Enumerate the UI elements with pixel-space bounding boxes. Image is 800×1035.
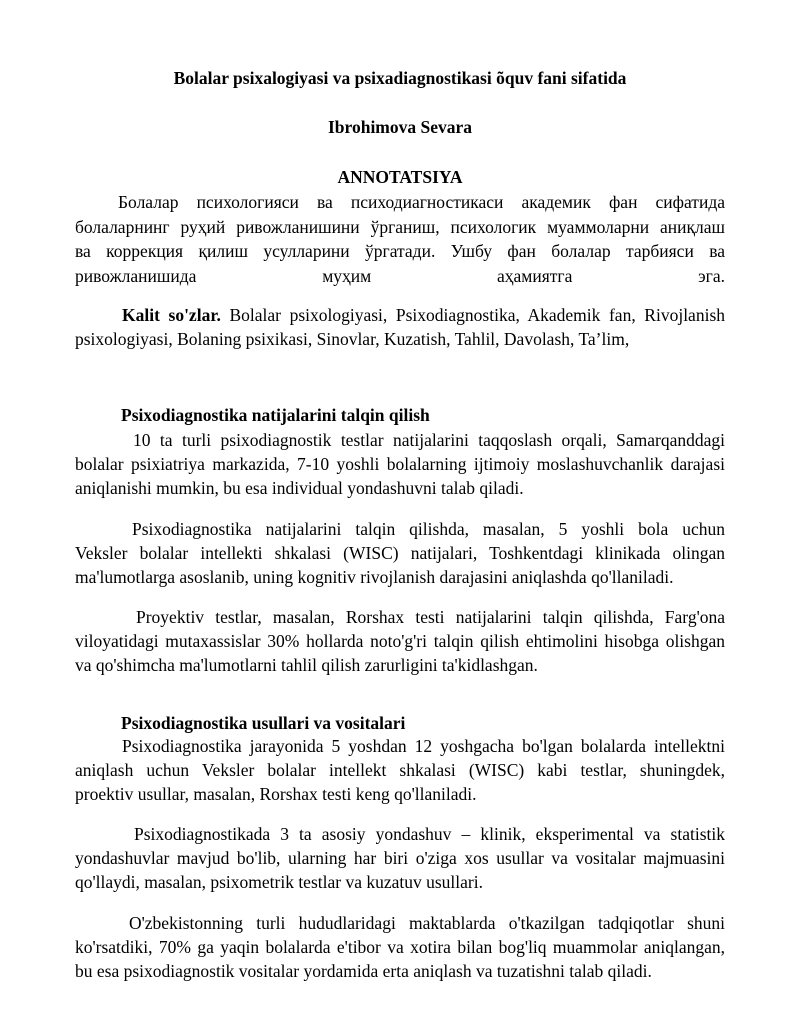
paragraph-line: proektiv usullar, masalan, Rorshax testi keng qo'llaniladi.: [75, 784, 477, 804]
keywords-line: [122, 304, 725, 326]
paragraph-line: Psixodiagnostika jarayonida 5 yoshdan 12 yoshgacha bo'lgan bolalarda intellektni: [122, 736, 725, 756]
author-name: Ibrohimova Sevara: [327, 117, 473, 137]
annotation-line: болаларнинг руҳий ривожланишини ўрганиш, психологик муаммоларни аниқлаш: [75, 217, 725, 237]
paragraph-line: viloyatidagi mutaxassislar 30% hollarda noto'g'ri talqin qilish ehtimolini hisobga olishgan: [75, 631, 725, 651]
annotation-heading: ANNOTATSIYA: [337, 167, 463, 187]
paragraph-line: Proyektiv testlar, masalan, Rorshax testi natijalarini talqin qilishda, Farg'ona: [136, 607, 725, 627]
paragraph-line: yondashuvlar mavjud bo'lib, ularning har biri o'ziga xos usullar va vositalar majmuasini: [75, 848, 725, 868]
paragraph-line: ma'lumotlarga asoslanib, uning kognitiv rivojlanish darajasini aniqlashda qo'llaniladi.: [75, 567, 674, 587]
keywords-line: psixologiyasi, Bolaning psixikasi, Sinovlar, Kuzatish, Tahlil, Davolash, Ta’lim,: [75, 329, 630, 349]
paragraph-line: Veksler bolalar intellekti shkalasi (WISC) natijalari, Toshkentdagi klinikada olingan: [75, 543, 725, 563]
keywords-text: Bolalar psixologiyasi, Psixodiagnostika, Akademik fan, Rivojlanish: [229, 305, 726, 325]
section-heading: Psixodiagnostika natijalarini talqin qilish: [121, 405, 430, 425]
paragraph-line: Psixodiagnostikada 3 ta asosiy yondashuv – klinik, eksperimental va statistik: [134, 824, 725, 844]
paragraph-line: ko'rsatdiki, 70% ga yaqin bolalarda e'tibor va xotira bilan bog'liq muammolar aniqlangan,: [75, 937, 725, 957]
paragraph-line: Psixodiagnostika natijalarini talqin qilishda, masalan, 5 yoshli bola uchun: [132, 519, 725, 539]
section-heading: Psixodiagnostika usullari va vositalari: [121, 713, 406, 733]
paragraph-line: bu esa psixodiagnostik vositalar yordamida erta aniqlash va tuzatishni talab qiladi.: [75, 961, 652, 981]
paragraph-line: aniqlanishi mumkin, bu esa individual yondashuvni talab qiladi.: [75, 478, 524, 498]
paragraph-line: va qo'shimcha ma'lumotlarni tahlil qilish zarurligini ta'kidlashgan.: [75, 655, 538, 675]
keywords-label: Kalit so'zlar.: [122, 305, 221, 325]
paragraph-line: qo'llaydi, masalan, psixometrik testlar va kuzatuv usullari.: [75, 872, 483, 892]
paragraph-line: aniqlash uchun Veksler bolalar intellekt shkalasi (WISC) kabi testlar, shuningdek,: [75, 760, 725, 780]
paragraph-line: 10 ta turli psixodiagnostik testlar natijalarini taqqoslash orqali, Samarqanddagi: [133, 430, 725, 450]
annotation-line: Болалар психологияси ва психодиагностикаси академик фан сифатида: [118, 192, 725, 212]
annotation-line: ва коррекция қилиш усулларини ўргатади. Ушбу фан болалар тарбияси ва: [75, 241, 725, 261]
paragraph-line: O'zbekistonning turli hududlaridagi maktablarda o'tkazilgan tadqiqotlar shuni: [129, 913, 725, 933]
document-title: Bolalar psixalogiyasi va psixadiagnostikasi õquv fani sifatida: [173, 68, 627, 88]
annotation-line: ривожланишида муҳим аҳамиятга эга.: [75, 266, 725, 286]
paragraph-line: bolalar psixiatriya markazida, 7-10 yoshli bolalarning ijtimoiy moslashuvchanlik darajasi: [75, 454, 725, 474]
